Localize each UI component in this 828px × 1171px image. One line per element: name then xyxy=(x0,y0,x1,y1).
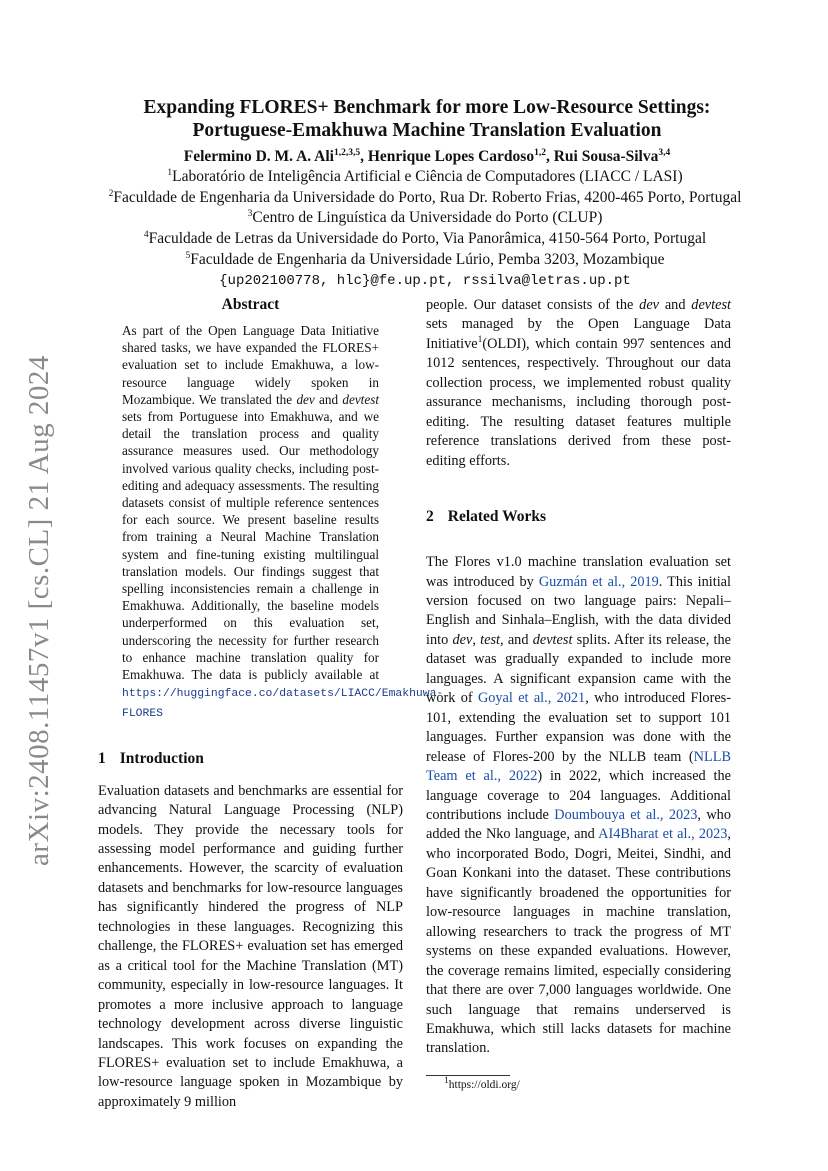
section-title: Related Works xyxy=(447,508,547,526)
arxiv-identifier: arXiv:2408.11457v1 [cs.CL] 21 Aug 2024 xyxy=(22,354,55,866)
section-number: 1 xyxy=(98,749,106,767)
abstract-heading: Abstract xyxy=(221,296,280,313)
author-affil-sup: 3,4 xyxy=(658,147,671,158)
dataset-link[interactable]: https://huggingface.co/datasets/LIACC/Emakhuwa-FLORES xyxy=(122,688,444,721)
author-name: Rui Sousa-Silva xyxy=(553,148,659,165)
author-affil-sup: 1,2,3,5 xyxy=(333,147,361,158)
footnote-divider xyxy=(426,1075,510,1076)
author-name: Felermino D. M. A. Ali xyxy=(183,148,334,165)
section-number: 2 xyxy=(426,508,434,526)
introduction-paragraph: Evaluation datasets and benchmarks are essential for advancing Natural Language Processing (NLP) models. They provide the necessary tools for assessing model performance and guiding further enhancements. However, the scarcity of evaluation datasets and benchmarks for low-resource languages has significantly hindered the progress of NLP technologies in these languages. Recognizing this challenge, the FLORES+ evaluation set has emerged as a critical tool for the Machine Translation (MT) community, especially in low-resource languages. It promotes a more inclusive approach to language technology development across diverse linguistic landscapes. This work focuses on expanding the FLORES+ evaluation set to include Emakhuwa, a low-resource language spoken in Mozambique by approximately 9 million xyxy=(98,782,403,1110)
author-emails: {up202100778, hlc}@fe.up.pt, rssilva@letras.up.pt xyxy=(219,272,631,289)
section-heading-introduction xyxy=(98,750,403,768)
footnote: $^1$https://oldi.org/ xyxy=(444,1076,520,1091)
paper-title xyxy=(100,96,754,142)
related-works-paragraph: The Flores v1.0 machine translation evaluation set was introduced by Guzmán et al., 2019. This initial version focused on two language pairs: Nepali–English and Sinhala–English, with the data divided into dev, test, and devtest splits. After its release, the dataset was gradually expanded to include more languages. A significant expansion came with the work of Goyal et al., 2021, who introduced Flores-101, extending the evaluation set to support 101 languages. Further expansion was done with the release of Flores-200 by the NLLB team (NLLB Team et al., 2022) in 2022, which increased the language coverage to 204 languages. Additional contributions include Doumbouya et al., 2023, who added the Nko language, and AI4Bharat et al., 2023, who incorporated Bodo, Dogri, Meitei, Sindhi, and Goan Konkani into the dataset. These contributions have significantly broadened the opportunities for low-resource languages in machine translation, allowing researchers to track the progress of MT systems on these expanded evaluations. However, the coverage remains limited, especially considering that there are over 7,000 languages worldwide. One such language that remains underserved is Emakhuwa, which still lacks datasets for machine translation. xyxy=(426,554,732,1057)
footnote-marker[interactable]: 1 xyxy=(477,335,483,346)
citation-link[interactable]: NLLB Team et al., 2022 xyxy=(426,748,731,785)
introduction-continued: people. Our dataset consists of the dev and devtest sets managed by the Open Language Data Initiative$^1$(OLDI), which contain 997 sentences and 1012 sentences, respectively. Throughout our data collection process, we implemented robust quality assurance mechanisms, including thorough post-editing. The resulting dataset features multiple reference translations derived from these post-editing efforts. xyxy=(426,297,731,469)
author-affil-sup: 1,2 xyxy=(534,147,546,158)
affiliation: $^2$Faculdade de Engenharia da Universidade do Porto, Rua Dr. Roberto Frias, 4200-465 Porto, Portugal xyxy=(108,188,742,206)
citation-link[interactable]: Guzmán et al., 2019 xyxy=(538,573,659,590)
section-heading-related-works xyxy=(426,508,731,526)
affiliations xyxy=(60,167,790,291)
affiliation: $^3$Centro de Linguística da Universidade do Porto (CLUP) xyxy=(247,209,603,227)
affiliation: $^1$Laboratório de Inteligência Artificial e Ciência de Computadores (LIACC / LASI) xyxy=(167,167,683,185)
title-line-1: Expanding FLORES+ Benchmark for more Low-Resource Settings: xyxy=(143,97,711,118)
citation-link[interactable]: Doumbouya et al., 2023 xyxy=(554,806,698,823)
affiliation: $^4$Faculdade de Letras da Universidade do Porto, Via Panorâmica, 4150-564 Porto, Portugal xyxy=(143,229,707,248)
left-column xyxy=(98,296,444,1112)
right-column xyxy=(426,296,731,1091)
title-line-2: Portuguese-Emakhuwa Machine Translation Evaluation xyxy=(192,120,662,141)
affiliation: $^5$Faculdade de Engenharia da Universidade Lúrio, Pemba 3203, Mozambique xyxy=(185,250,665,268)
author-list: Felermino D. M. A. Ali$^{1,2,3,5}$, Henrique Lopes Cardoso$^{1,2}$, Rui Sousa-Silva$^{3,4}$ xyxy=(183,147,671,165)
citation-link[interactable]: AI4Bharat et al., 2023 xyxy=(598,826,728,843)
abstract-text: As part of the Open Language Data Initiative shared tasks, we have expanded the FLORES+ evaluation set to include Emakhuwa, a low-resource language widely spoken in Mozambique. We translated the dev and devtest sets from Portuguese into Emakhuwa, and we detail the translation process and quality assurance measures used. Our methodology involved various quality checks, including post-editing and adequacy assessments. The resulting datasets consist of multiple reference sentences for each source. We present baseline results from training a Neural Machine Translation system and fine-tuning existing multilingual translation models. Our findings suggest that spelling inconsistencies remain a challenge in Emakhuwa. Additionally, the baseline models underperformed on this evaluation set, underscoring the necessity for further research to enhance machine translation quality for Emakhuwa. The data is publicly available at https://huggingface.co/datasets/LIACC/Emakhuwa-FLORES xyxy=(122,323,444,721)
section-title: Introduction xyxy=(119,749,204,767)
citation-link[interactable]: Goyal et al., 2021 xyxy=(477,690,586,707)
author-name: Henrique Lopes Cardoso xyxy=(367,148,535,165)
arxiv-sidebar xyxy=(22,354,56,866)
